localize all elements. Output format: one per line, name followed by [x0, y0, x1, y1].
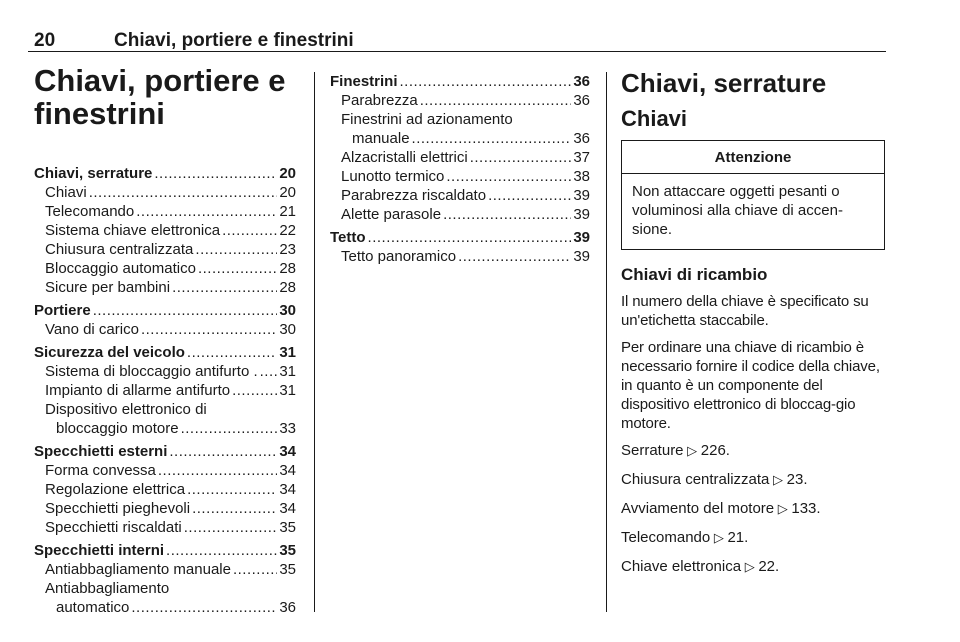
reference-page: 21. [727, 529, 749, 546]
toc-entry-page: 36 [573, 92, 590, 109]
toc-column-2 [330, 72, 590, 266]
page-reference-arrow-icon: ▷ [710, 530, 728, 545]
toc-leader-dots [400, 72, 572, 91]
page-reference-arrow-icon: ▷ [769, 472, 787, 487]
toc-entry-parabrezza-riscaldato[interactable] [330, 186, 590, 205]
toc-entry-page: 36 [573, 73, 590, 90]
toc-leader-dots [169, 442, 277, 461]
cross-reference-chiusura-centralizzata[interactable] [621, 470, 887, 489]
toc-entry-regolazione-elettrica[interactable] [34, 480, 296, 499]
toc-entry-label: Specchietti riscaldati [45, 519, 182, 536]
page-header [28, 6, 886, 51]
toc-entry-page: 39 [573, 229, 590, 246]
toc-entry-dispositivo-elettronico-di[interactable]: Dispositivo elettronico di [45, 401, 207, 418]
toc-entry-label: Alette parasole [341, 206, 442, 223]
toc-entry-finestrini[interactable] [330, 72, 590, 91]
toc-leader-dots [195, 240, 277, 259]
toc-entry-page: 31 [279, 382, 296, 399]
toc-entry-label: Regolazione elettrica [45, 481, 186, 498]
toc-entry-label: Sistema di bloccaggio antifurto . [45, 363, 258, 380]
toc-entry-label: Chiavi [45, 184, 87, 201]
toc-entry-label: Portiere [34, 302, 91, 319]
toc-leader-dots [154, 164, 277, 183]
toc-entry-label: manuale [352, 130, 410, 147]
toc-entry-label: automatico [56, 599, 130, 616]
chapter-title-line-2: finestrini [34, 96, 165, 131]
toc-leader-dots [158, 461, 277, 480]
toc-entry-page: 28 [279, 260, 296, 277]
chapter-title [34, 64, 296, 130]
toc-leader-dots [420, 91, 572, 110]
column-divider-left [314, 72, 315, 612]
toc-entry-sistema-di-bloccaggio-antifurto[interactable] [34, 362, 296, 381]
toc-leader-dots [131, 598, 277, 617]
toc-entry-page: 21 [279, 203, 296, 220]
toc-entry-page: 31 [279, 344, 296, 361]
toc-entry-label: Tetto [330, 229, 366, 246]
toc-entry-lunotto-termico[interactable] [330, 167, 590, 186]
toc-entry-label: Bloccaggio automatico [45, 260, 196, 277]
toc-entry-finestrini-ad-azionamento[interactable]: Finestrini ad azionamento [341, 111, 513, 128]
toc-entry-label: Lunotto termico [341, 168, 445, 185]
toc-entry-label: Finestrini [330, 73, 398, 90]
toc-entry-specchietti-interni[interactable] [34, 541, 296, 560]
toc-entry-label: Specchietti interni [34, 542, 165, 559]
reference-label: Avviamento del motore [621, 500, 775, 517]
toc-leader-dots [198, 259, 277, 278]
toc-entry-page: 34 [279, 462, 296, 479]
column-divider-right [606, 72, 607, 612]
toc-entry-vano-di-carico[interactable] [34, 320, 296, 339]
toc-leader-dots [172, 278, 277, 297]
toc-entry-sicure-per-bambini[interactable] [34, 278, 296, 297]
warning-box [621, 140, 885, 250]
table-of-contents [34, 164, 296, 617]
toc-entry-page: 23 [279, 241, 296, 258]
toc-entry-specchietti-esterni[interactable] [34, 442, 296, 461]
table-of-contents-continued [330, 72, 590, 266]
toc-entry-label: Forma convessa [45, 462, 156, 479]
toc-entry-page: 20 [279, 184, 296, 201]
toc-leader-dots [368, 228, 572, 247]
toc-entry-label: Sistema chiave elettronica [45, 222, 221, 239]
reference-page: 133. [791, 500, 821, 517]
toc-entry-page: 36 [279, 599, 296, 616]
warning-body: Non attaccare oggetti pesanti o voluminosi alla chiave di accen-sione. [632, 183, 843, 238]
toc-entry-forma-convessa[interactable] [34, 461, 296, 480]
toc-column-1 [34, 64, 296, 617]
toc-entry-label: Parabrezza [341, 92, 418, 109]
toc-entry-label: Antiabbagliamento manuale [45, 561, 231, 578]
toc-leader-dots [93, 301, 278, 320]
page-reference-arrow-icon: ▷ [741, 559, 759, 574]
toc-leader-dots [458, 247, 571, 266]
toc-entry-tetto-panoramico[interactable] [330, 247, 590, 266]
toc-entry-page: 35 [279, 519, 296, 536]
toc-entry-specchietti-pieghevoli[interactable] [34, 499, 296, 518]
toc-entry-alette-parasole[interactable] [330, 205, 590, 224]
toc-entry-label: Sicurezza del veicolo [34, 344, 185, 361]
toc-entry-page: 33 [279, 420, 296, 437]
toc-entry-page: 28 [279, 279, 296, 296]
reference-label: Chiave elettronica [621, 558, 742, 575]
toc-entry-page: 37 [573, 149, 590, 166]
toc-entry-sicurezza-del-veicolo[interactable] [34, 343, 296, 362]
reference-label: Chiusura centralizzata [621, 471, 770, 488]
toc-entry-page: 34 [279, 481, 296, 498]
page-reference-arrow-icon: ▷ [774, 501, 792, 516]
spare-keys-heading: Chiavi di ricambio [621, 265, 768, 284]
page-reference-arrow-icon: ▷ [683, 443, 701, 458]
toc-entry-sistema-chiave-elettronica[interactable] [34, 221, 296, 240]
toc-entry-chiusura-centralizzata[interactable] [34, 240, 296, 259]
reference-page: 22. [758, 558, 780, 575]
toc-entry-label: Telecomando [45, 203, 135, 220]
paragraph-key-number: Il numero della chiave è specificato su un'etichetta staccabile. [621, 293, 869, 329]
cross-reference-serrature[interactable] [621, 441, 887, 460]
toc-entry-chiavi[interactable] [34, 183, 296, 202]
toc-entry-antiabbagliamento-manuale[interactable] [34, 560, 296, 579]
toc-leader-dots [232, 381, 277, 400]
toc-entry-specchietti-riscaldati[interactable] [34, 518, 296, 537]
toc-leader-dots [470, 148, 572, 167]
page-number: 20 [34, 30, 56, 51]
toc-entry-bloccaggio-motore[interactable] [34, 419, 296, 438]
toc-entry-page: 39 [573, 248, 590, 265]
toc-leader-dots [181, 419, 278, 438]
toc-entry-tetto[interactable] [330, 228, 590, 247]
toc-entry-parabrezza[interactable] [330, 91, 590, 110]
toc-leader-dots [192, 499, 277, 518]
toc-leader-dots [166, 541, 277, 560]
toc-entry-page: 31 [279, 363, 296, 380]
reference-label: Serrature [621, 442, 684, 459]
cross-reference-telecomando[interactable] [621, 528, 887, 547]
toc-entry-label: Impianto di allarme antifurto [45, 382, 231, 399]
toc-entry-page: 34 [279, 500, 296, 517]
toc-entry-label: Specchietti esterni [34, 443, 168, 460]
toc-entry-bloccaggio-automatico[interactable] [34, 259, 296, 278]
toc-entry-label: Chiavi, serrature [34, 165, 153, 182]
toc-entry-page: 34 [279, 443, 296, 460]
section-title: Chiavi, serrature [621, 68, 827, 98]
toc-entry-manuale[interactable] [330, 129, 590, 148]
toc-entry-page: 30 [279, 302, 296, 319]
toc-entry-page: 20 [279, 165, 296, 182]
reference-page: 226. [700, 442, 730, 459]
cross-reference-chiave-elettronica[interactable] [621, 557, 887, 576]
content-column [621, 64, 887, 586]
toc-entry-label: Sicure per bambini [45, 279, 171, 296]
toc-entry-page: 30 [279, 321, 296, 338]
toc-leader-dots [233, 560, 277, 579]
toc-entry-page: 39 [573, 206, 590, 223]
reference-label: Telecomando [621, 529, 711, 546]
toc-entry-label: bloccaggio motore [56, 420, 179, 437]
toc-leader-dots [412, 129, 572, 148]
toc-entry-impianto-di-allarme-antifurto[interactable] [34, 381, 296, 400]
toc-entry-portiere[interactable] [34, 301, 296, 320]
toc-leader-dots [488, 186, 571, 205]
toc-entry-label: Chiusura centralizzata [45, 241, 194, 258]
toc-entry-chiavi-serrature[interactable] [34, 164, 296, 183]
toc-entry-page: 22 [279, 222, 296, 239]
toc-entry-page: 35 [279, 542, 296, 559]
toc-entry-antiabbagliamento[interactable]: Antiabbagliamento [45, 580, 170, 597]
toc-entry-telecomando[interactable] [34, 202, 296, 221]
toc-entry-label: Vano di carico [45, 321, 139, 338]
toc-entry-label: Alzacristalli elettrici [341, 149, 468, 166]
toc-entry-automatico[interactable] [34, 598, 296, 617]
reference-page: 23. [786, 471, 808, 488]
chapter-title-line-1: Chiavi, portiere e [34, 63, 286, 98]
toc-leader-dots [89, 183, 278, 202]
toc-leader-dots [443, 205, 571, 224]
cross-reference-avviamento-del-motore[interactable] [621, 499, 887, 518]
toc-entry-label: Tetto panoramico [341, 248, 457, 265]
toc-entry-page: 39 [573, 187, 590, 204]
toc-leader-dots [446, 167, 571, 186]
toc-entry-page: 35 [279, 561, 296, 578]
toc-leader-dots [187, 480, 277, 499]
toc-entry-alzacristalli-elettrici[interactable] [330, 148, 590, 167]
toc-entry-page: 36 [573, 130, 590, 147]
header-rule [28, 51, 886, 52]
toc-leader-dots [260, 362, 278, 381]
toc-leader-dots [136, 202, 277, 221]
toc-entry-page: 38 [573, 168, 590, 185]
toc-leader-dots [141, 320, 277, 339]
subsection-title: Chiavi [621, 106, 688, 131]
running-title: Chiavi, portiere e finestrini [114, 30, 354, 51]
toc-leader-dots [187, 343, 277, 362]
toc-entry-label: Parabrezza riscaldato [341, 187, 487, 204]
paragraph-ordering: Per ordinare una chiave di ricambio è necessario fornire il codice della chiave, in quanto è un componente del dispositivo elettronico di bloccag-gio motore. [621, 339, 880, 432]
toc-leader-dots [184, 518, 278, 537]
toc-entry-label: Specchietti pieghevoli [45, 500, 191, 517]
toc-leader-dots [222, 221, 277, 240]
warning-heading: Attenzione [622, 141, 884, 174]
cross-references [621, 441, 887, 576]
